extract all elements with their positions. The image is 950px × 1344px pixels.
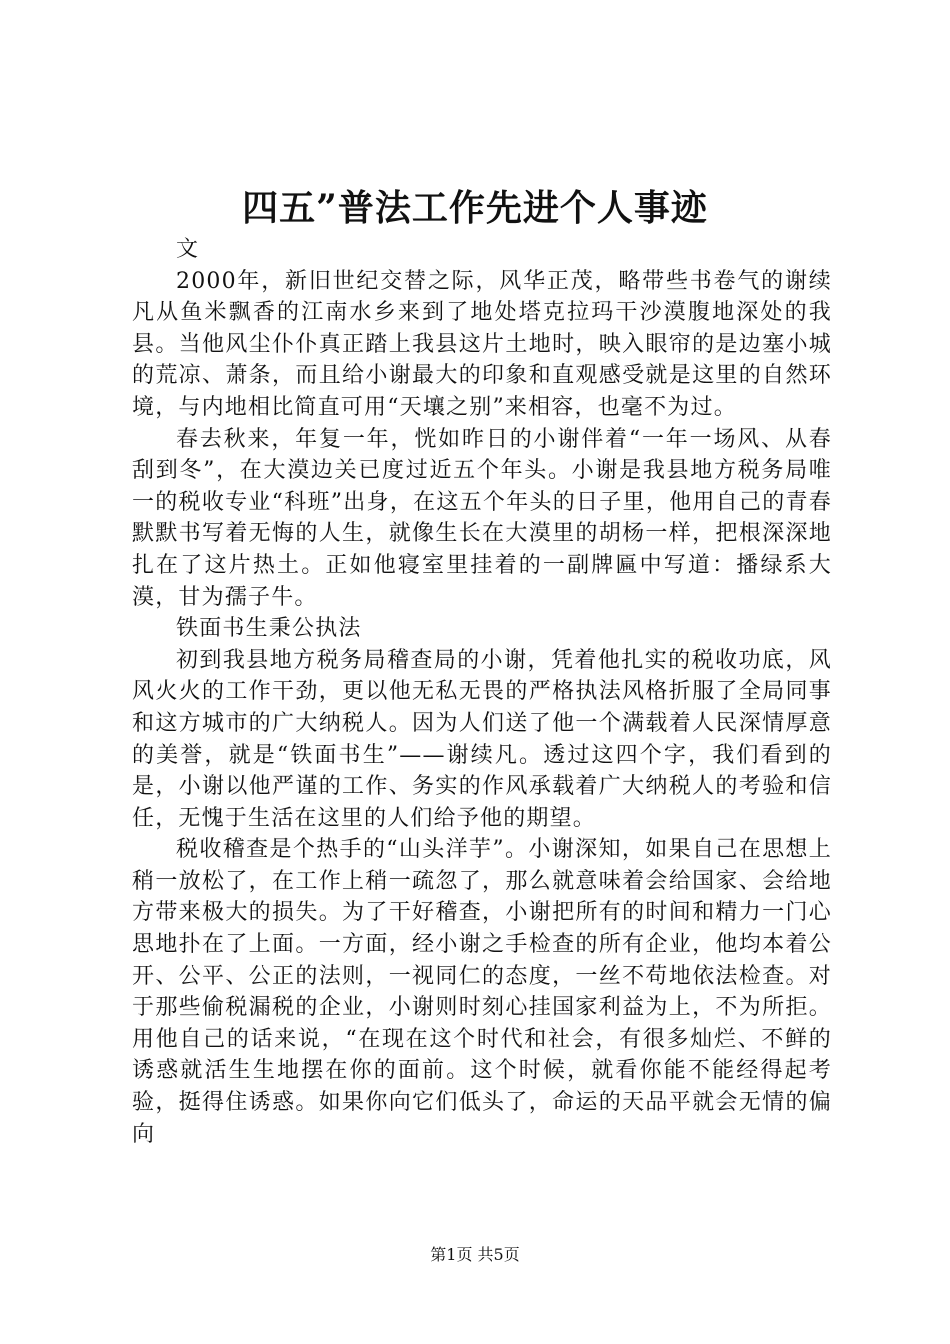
document-title: 四五”普法工作先进个人事迹 [242,187,708,229]
section-heading: 铁面书生秉公执法 [176,616,362,642]
page-footer: 第1页 共5页 [430,1245,520,1264]
paragraph: 春去秋来，年复一年，恍如昨日的小谢伴着“一年一场风、从春刮到冬”，在大漠边关已度过近五个年头。小谢是我县地方税务局唯一的税收专业“科班”出身，在这五个年头的日子里，他用自己的青春默默书写着无悔的人生，就像生长在大漠里的胡杨一样，把根深深地扎在了这片热土。正如他寝室里挂着的一副牌匾中写道：播绿系大漠，甘为孺子牛。 [132,426,832,610]
paragraph: 初到我县地方税务局稽查局的小谢，凭着他扎实的税收功底，风风火火的工作干劲，更以他无私无畏的严格执法风格折服了全局同事和这方城市的广大纳税人。因为人们送了他一个满载着人民深情厚意的美誉，就是“铁面书生”——谢续凡。透过这四个字，我们看到的是，小谢以他严谨的工作、务实的作风承载着广大纳税人的考验和信任，无愧于生活在这里的人们给予他的期望。 [132,647,832,831]
paragraph: 税收稽查是个热手的“山头洋芋”。小谢深知，如果自己在思想上稍一放松了，在工作上稍一疏忽了，那么就意味着会给国家、会给地方带来极大的损失。为了干好稽查，小谢把所有的时间和精力一门心思地扑在了上面。一方面，经小谢之手检查的所有企业，他均本着公开、公平、公正的法则，一视同仁的态度，一丝不苟地依法检查。对于那些偷税漏税的企业，小谢则时刻心挂国家利益为上，不为所拒。用他自己的话来说，“在现在这个时代和社会，有很多灿烂、不鲜的诱惑就活生生地摆在你的面前。这个时候，就看你能不能经得起考验，挺得住诱惑。如果你向它们低头了，命运的天品平就会无情的偏向 [132,837,832,1147]
paragraph: 2000年，新旧世纪交替之际，风华正茂，略带些书卷气的谢续凡从鱼米飘香的江南水乡来到了地处塔克拉玛干沙漠腹地深处的我县。当他风尘仆仆真正踏上我县这片土地时，映入眼帘的是边塞小城的荒凉、萧条，而且给小谢最大的印象和直观感受就是这里的自然环境，与内地相比简直可用“天壤之别”来相容，也毫不为过。 [132,268,832,420]
author-line: 文 [176,237,200,262]
document-body [132,234,832,1150]
